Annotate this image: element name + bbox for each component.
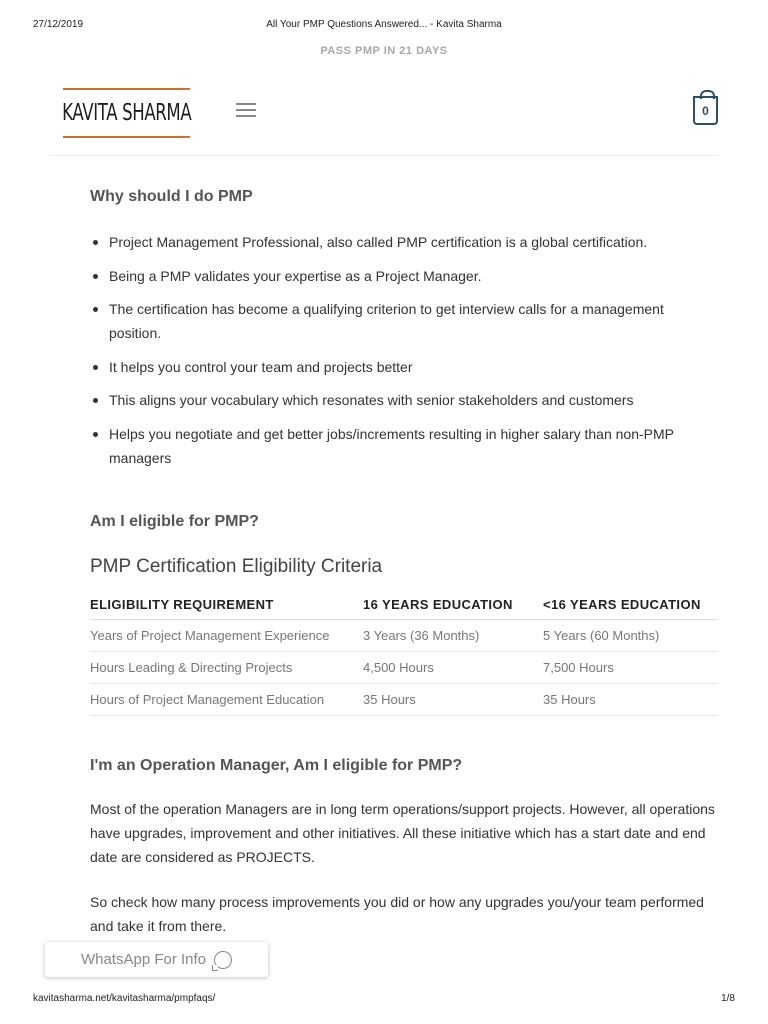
list-item: The certification has become a qualifying criterion to get interview calls for a management position.: [90, 297, 718, 345]
why-bullet-list: [90, 230, 718, 480]
column-header: 16 YEARS EDUCATION: [363, 591, 543, 620]
cart-button[interactable]: [693, 96, 718, 125]
site-header: [50, 78, 718, 156]
table-row: [90, 684, 718, 716]
whatsapp-label: WhatsApp For Info: [80, 951, 207, 968]
table-cell: 7,500 Hours: [543, 652, 718, 684]
table-cell: 35 Hours: [363, 684, 543, 716]
table-cell: Hours Leading & Directing Projects: [90, 652, 363, 684]
column-header: ELIGIBILITY REQUIREMENT: [90, 591, 363, 620]
print-url: kavitasharma.net/kavitasharma/pmpfaqs/: [33, 993, 216, 1004]
logo-text: KAVITA SHARMA: [61, 100, 192, 126]
table-row: [90, 620, 718, 652]
table-cell: 3 Years (36 Months): [363, 620, 543, 652]
section-heading-eligible: Am I eligible for PMP?: [90, 513, 259, 530]
eligibility-table: [90, 591, 718, 716]
table-cell: 4,500 Hours: [363, 652, 543, 684]
table-cell: Years of Project Management Experience: [90, 620, 363, 652]
list-item: Being a PMP validates your expertise as a Project Manager.: [90, 264, 718, 288]
site-logo[interactable]: [63, 88, 190, 138]
section-heading-operation-manager: I'm an Operation Manager, Am I eligible for PMP?: [90, 757, 463, 774]
cart-count: 0: [702, 103, 709, 118]
list-item: Project Management Professional, also called PMP certification is a global certification.: [90, 230, 718, 254]
table-cell: 35 Hours: [543, 684, 718, 716]
paragraph: Most of the operation Managers are in long term operations/support projects. However, all operations have upgrades, improvement and other initiatives. All these initiative which has a start date and end date are considered as PROJECTS.: [90, 801, 715, 865]
list-item: Helps you negotiate and get better jobs/increments resulting in higher salary than non-PMP managers: [90, 422, 718, 470]
top-promo-bar[interactable]: PASS PMP IN 21 DAYS: [320, 45, 448, 57]
print-title: All Your PMP Questions Answered... - Kavita Sharma: [266, 19, 502, 30]
table-row: [90, 652, 718, 684]
list-item: It helps you control your team and projects better: [90, 355, 718, 379]
section-heading-criteria: PMP Certification Eligibility Criteria: [90, 556, 383, 577]
table-cell: 5 Years (60 Months): [543, 620, 718, 652]
table-header-row: [90, 591, 718, 620]
print-page-number: 1/8: [721, 993, 735, 1004]
hamburger-menu-icon[interactable]: [236, 103, 256, 117]
whatsapp-icon: [214, 951, 232, 969]
whatsapp-button[interactable]: [45, 942, 268, 977]
table-cell: Hours of Project Management Education: [90, 684, 363, 716]
paragraph: So check how many process improvements you did or how any upgrades you/your team performed and take it from there.: [90, 894, 704, 934]
print-date: 27/12/2019: [33, 19, 84, 30]
column-header: <16 YEARS EDUCATION: [543, 591, 718, 620]
section-heading-why: Why should I do PMP: [90, 188, 253, 205]
list-item: This aligns your vocabulary which resonates with senior stakeholders and customers: [90, 388, 718, 412]
